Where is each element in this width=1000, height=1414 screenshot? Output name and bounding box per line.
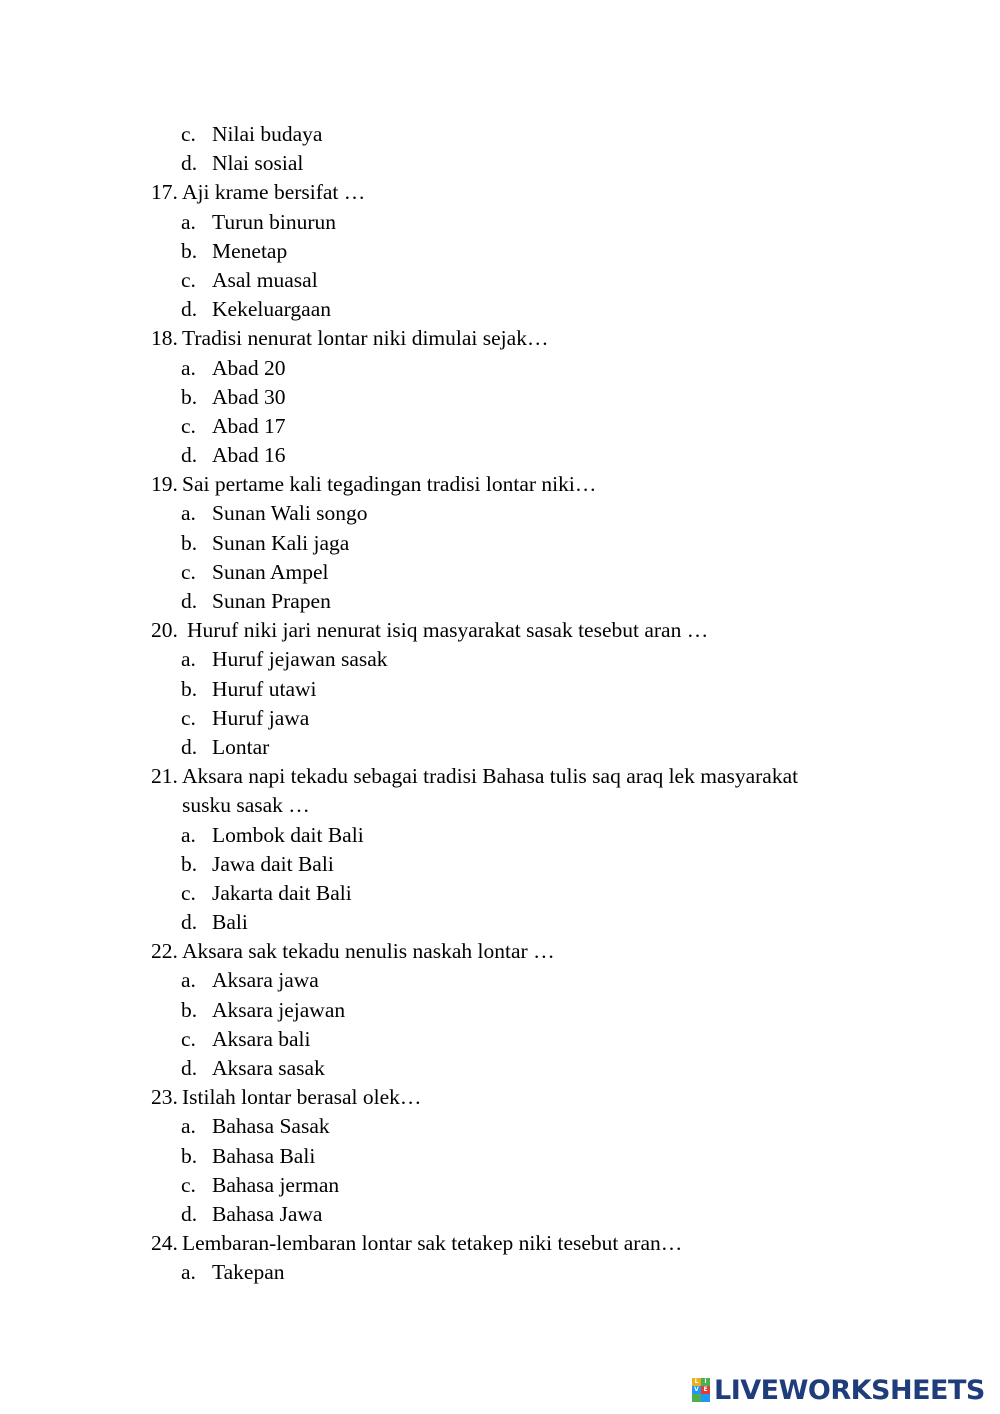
option-text: Jawa dait Bali	[212, 851, 334, 876]
answer-option	[0, 1142, 1000, 1171]
question-text: Lembaran-lembaran lontar sak tetakep niki tesebut aran…	[182, 1231, 683, 1256]
question-text: Aksara napi tekadu sebagai tradisi Bahasa tulis saq araq lek masyarakat	[182, 764, 799, 789]
option-letter: a.	[181, 1114, 196, 1139]
logo-tile	[701, 1394, 710, 1402]
option-text: Sunan Wali songo	[212, 501, 368, 526]
question	[0, 178, 1000, 207]
question-text: Istilah lontar berasal olek…	[182, 1085, 422, 1110]
option-letter: b.	[181, 530, 198, 555]
option-letter: d.	[181, 589, 198, 613]
answer-option	[0, 499, 1000, 528]
option-text: Turun binurun	[212, 209, 337, 234]
answer-option	[0, 208, 1000, 237]
option-letter: a.	[181, 209, 196, 234]
option-text: Sunan Ampel	[212, 559, 329, 584]
answer-option	[0, 645, 1000, 674]
answer-option	[0, 966, 1000, 995]
option-text: Takepan	[212, 1260, 285, 1285]
question-number: 18.	[151, 326, 178, 351]
answer-option	[0, 120, 1000, 149]
option-letter: c.	[181, 1172, 196, 1197]
option-letter: d.	[181, 1201, 198, 1226]
logo-tile: V	[692, 1386, 701, 1394]
logo-tile: I	[701, 1378, 710, 1386]
option-text: Jakarta dait Bali	[212, 880, 352, 905]
option-text: Aksara sasak	[212, 1056, 325, 1080]
answer-option	[0, 266, 1000, 295]
question	[0, 762, 1000, 791]
answer-option	[0, 441, 1000, 470]
answer-option	[0, 1112, 1000, 1141]
question	[0, 324, 1000, 353]
answer-option	[0, 1054, 1000, 1083]
question-continuation	[0, 791, 1000, 820]
answer-option	[0, 733, 1000, 762]
logo-tile	[692, 1394, 701, 1402]
option-letter: d.	[181, 297, 198, 322]
option-letter: c.	[181, 267, 196, 292]
brand-text: LIVEWORKSHEETS	[714, 1374, 985, 1406]
option-text: Aksara jawa	[212, 968, 319, 993]
option-letter: c.	[181, 559, 196, 584]
option-text: Menetap	[212, 238, 288, 263]
option-letter: b.	[181, 238, 198, 263]
option-text: Nlai sosial	[212, 151, 304, 176]
question-number: 20.	[151, 618, 178, 643]
question	[0, 1083, 1000, 1112]
option-letter: d.	[181, 734, 198, 759]
option-text: Huruf utawi	[212, 676, 317, 701]
option-letter: c.	[181, 1026, 196, 1051]
option-letter: c.	[181, 413, 196, 438]
answer-option	[0, 821, 1000, 850]
option-letter: a.	[181, 1260, 196, 1285]
option-letter: a.	[181, 647, 196, 672]
answer-option	[0, 412, 1000, 441]
answer-option	[0, 908, 1000, 937]
option-text: Kekeluargaan	[212, 297, 331, 322]
option-letter: d.	[181, 443, 198, 468]
question-number: 17.	[151, 180, 178, 205]
option-text: Aksara bali	[212, 1026, 311, 1051]
answer-option	[0, 354, 1000, 383]
option-text: Abad 17	[212, 413, 286, 438]
option-text: Abad 16	[212, 443, 286, 468]
option-text: Nilai budaya	[212, 122, 323, 146]
question-text: Aji krame bersifat …	[182, 180, 366, 205]
option-letter: a.	[181, 968, 196, 993]
answer-option	[0, 879, 1000, 908]
option-text: Aksara jejawan	[212, 997, 346, 1022]
answer-option	[0, 149, 1000, 178]
option-letter: a.	[181, 355, 196, 380]
option-text: Bahasa Bali	[212, 1143, 316, 1168]
logo-tile: L	[692, 1378, 701, 1386]
option-letter: c.	[181, 122, 196, 146]
question	[0, 616, 1000, 645]
question-text: susku sasak …	[182, 793, 310, 818]
option-letter: c.	[181, 880, 196, 905]
option-text: Huruf jejawan sasak	[212, 647, 388, 672]
option-letter: a.	[181, 822, 196, 847]
option-text: Sunan Prapen	[212, 589, 331, 613]
question-number: 21.	[151, 764, 178, 789]
answer-option	[0, 558, 1000, 587]
answer-option	[0, 529, 1000, 558]
question	[0, 470, 1000, 499]
question	[0, 937, 1000, 966]
answer-option	[0, 1200, 1000, 1229]
question	[0, 1229, 1000, 1258]
answer-option	[0, 675, 1000, 704]
question-number: 19.	[151, 472, 178, 497]
option-text: Asal muasal	[212, 267, 318, 292]
option-text: Lontar	[212, 734, 270, 759]
question-number: 23.	[151, 1085, 178, 1110]
question-text: Aksara sak tekadu nenulis naskah lontar …	[182, 939, 555, 964]
question-number: 24.	[151, 1231, 178, 1256]
answer-option	[0, 704, 1000, 733]
option-letter: d.	[181, 910, 198, 935]
option-letter: b.	[181, 851, 198, 876]
option-letter: c.	[181, 705, 196, 730]
logo-tile: E	[701, 1386, 710, 1394]
answer-option	[0, 996, 1000, 1025]
question-text: Sai pertame kali tegadingan tradisi lontar niki…	[182, 472, 597, 497]
option-text: Huruf jawa	[212, 705, 310, 730]
option-text: Abad 20	[212, 355, 286, 380]
worksheet-page	[0, 120, 1000, 1288]
question-text: Tradisi nenurat lontar niki dimulai sejak…	[182, 326, 549, 351]
option-text: Bali	[212, 910, 248, 935]
option-text: Bahasa jerman	[212, 1172, 340, 1197]
option-letter: b.	[181, 676, 198, 701]
option-letter: b.	[181, 384, 198, 409]
option-letter: b.	[181, 1143, 198, 1168]
option-letter: d.	[181, 151, 198, 176]
question-number: 22.	[151, 939, 178, 964]
answer-option	[0, 1171, 1000, 1200]
answer-option	[0, 383, 1000, 412]
question-text: Huruf niki jari nenurat isiq masyarakat sasak tesebut aran …	[187, 618, 709, 643]
answer-option	[0, 1025, 1000, 1054]
answer-option	[0, 850, 1000, 879]
option-text: Sunan Kali jaga	[212, 530, 350, 555]
answer-option	[0, 295, 1000, 324]
option-text: Lombok dait Bali	[212, 822, 364, 847]
liveworksheets-branding	[692, 1374, 985, 1406]
option-text: Abad 30	[212, 384, 286, 409]
answer-option	[0, 237, 1000, 266]
answer-option	[0, 1258, 1000, 1287]
liveworksheets-logo-icon	[692, 1378, 710, 1402]
option-letter: a.	[181, 501, 196, 526]
option-letter: d.	[181, 1056, 198, 1080]
option-text: Bahasa Jawa	[212, 1201, 323, 1226]
option-text: Bahasa Sasak	[212, 1114, 330, 1139]
option-letter: b.	[181, 997, 198, 1022]
answer-option	[0, 587, 1000, 616]
